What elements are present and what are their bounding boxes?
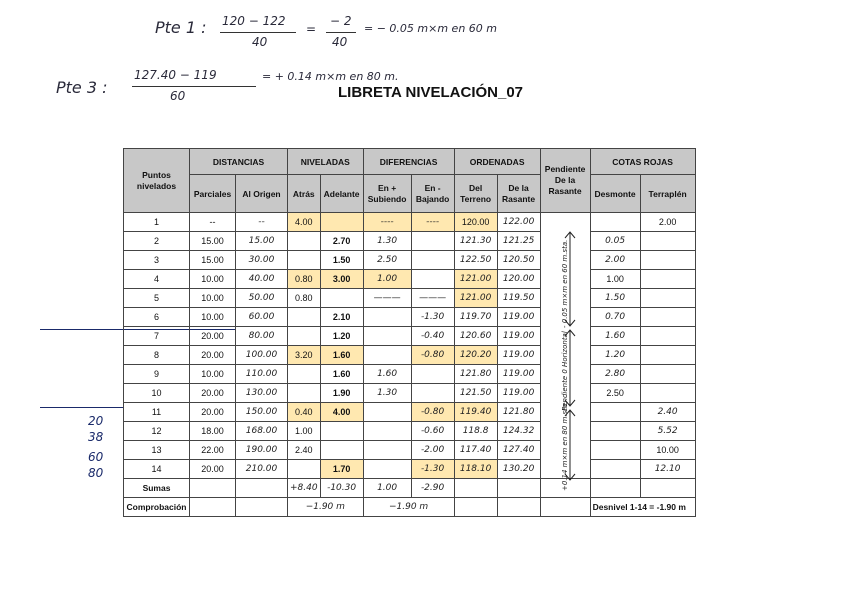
cell-ter: 121.80 <box>454 365 497 384</box>
cell-atr: 1.00 <box>288 422 321 441</box>
cell-ade <box>320 422 363 441</box>
cell-ter: 121.30 <box>454 232 497 251</box>
cell-baj: -0.60 <box>411 422 454 441</box>
cell-atr <box>288 327 321 346</box>
table-row <box>124 365 696 384</box>
side-number: 60 <box>88 450 104 464</box>
header-atras: Atrás <box>288 175 321 213</box>
cell-tra: 10.00 <box>640 441 695 460</box>
header-ordenadas: ORDENADAS <box>454 149 540 175</box>
cell-ade: 1.50 <box>320 251 363 270</box>
cell-ori: 30.00 <box>236 251 288 270</box>
cell-sub <box>363 441 411 460</box>
cell-par: 20.00 <box>190 346 236 365</box>
header-cotas: COTAS ROJAS <box>590 149 695 175</box>
cell-par: 18.00 <box>190 422 236 441</box>
cell-baj <box>411 251 454 270</box>
cell-p: 9 <box>124 365 190 384</box>
cell-ter: 120.20 <box>454 346 497 365</box>
cell-atr: 0.40 <box>288 403 321 422</box>
cell-des: 1.20 <box>590 346 640 365</box>
cell-baj: ---- <box>411 213 454 232</box>
cell-p: 14 <box>124 460 190 479</box>
header-desmonte: Desmonte <box>590 175 640 213</box>
cell-ori: 150.00 <box>236 403 288 422</box>
cell-par: 10.00 <box>190 270 236 289</box>
table-row <box>124 346 696 365</box>
cell-atr: 4.00 <box>288 213 321 232</box>
cell-ori: 50.00 <box>236 289 288 308</box>
cell-atr: 0.80 <box>288 289 321 308</box>
cell-par: 15.00 <box>190 232 236 251</box>
header-distancias: DISTANCIAS <box>190 149 288 175</box>
header-subiendo: En + Subiendo <box>363 175 411 213</box>
cell-ade: 3.00 <box>320 270 363 289</box>
cell-atr <box>288 251 321 270</box>
table-row <box>124 232 696 251</box>
cell-ade: 1.60 <box>320 346 363 365</box>
cell-sub: 1.30 <box>363 384 411 403</box>
table-row <box>124 403 696 422</box>
cell-atr: 2.40 <box>288 441 321 460</box>
cell-ade: 1.90 <box>320 384 363 403</box>
cell-sub <box>363 422 411 441</box>
cell-ori: 80.00 <box>236 327 288 346</box>
cell-ter: 120.60 <box>454 327 497 346</box>
cell-tra <box>640 251 695 270</box>
note-pte1-mid-den: 40 <box>332 35 348 49</box>
cell-sub: 1.00 <box>363 270 411 289</box>
cell-des: 1.00 <box>590 270 640 289</box>
table-row <box>124 270 696 289</box>
cell-ori: 60.00 <box>236 308 288 327</box>
cell-ade: 1.20 <box>320 327 363 346</box>
cell-des <box>590 460 640 479</box>
cell-p: 1 <box>124 213 190 232</box>
cell-des <box>590 441 640 460</box>
table-row <box>124 422 696 441</box>
header-del-terreno: Del Terreno <box>454 175 497 213</box>
cell-p: 12 <box>124 422 190 441</box>
leveling-table <box>123 148 696 517</box>
cell-baj: -0.40 <box>411 327 454 346</box>
cell-des: 0.05 <box>590 232 640 251</box>
cell-ter: 117.40 <box>454 441 497 460</box>
sumas-adelante: -10.30 <box>320 479 363 498</box>
cell-sub: 1.60 <box>363 365 411 384</box>
cell-par: 20.00 <box>190 327 236 346</box>
cell-ade: 1.70 <box>320 460 363 479</box>
cell-ter: 118.8 <box>454 422 497 441</box>
cell-ori: 168.00 <box>236 422 288 441</box>
note-pte1-den: 40 <box>252 35 268 49</box>
cell-ras: 130.20 <box>497 460 540 479</box>
cell-des: 1.50 <box>590 289 640 308</box>
sumas-subiendo: 1.00 <box>363 479 411 498</box>
note-pte1-num: 120 − 122 <box>222 14 286 28</box>
cell-ter: 122.50 <box>454 251 497 270</box>
cell-sub <box>363 308 411 327</box>
cell-baj: -1.30 <box>411 460 454 479</box>
cell-p: 13 <box>124 441 190 460</box>
cell-des: 2.80 <box>590 365 640 384</box>
cell-ori: 40.00 <box>236 270 288 289</box>
cell-atr <box>288 232 321 251</box>
cell-ade: 2.10 <box>320 308 363 327</box>
cell-p: 4 <box>124 270 190 289</box>
cell-ade <box>320 289 363 308</box>
cell-baj: -0.80 <box>411 403 454 422</box>
cell-des: 0.70 <box>590 308 640 327</box>
note-pte3-result: = + 0.14 m×m en 80 m. <box>262 70 399 83</box>
cell-ras: 120.50 <box>497 251 540 270</box>
side-line-2 <box>40 407 124 408</box>
side-number: 20 <box>88 414 104 428</box>
cell-ter: 120.00 <box>454 213 497 232</box>
cell-ori: 110.00 <box>236 365 288 384</box>
cell-par: 20.00 <box>190 384 236 403</box>
header-al-origen: Al Origen <box>236 175 288 213</box>
cell-des: 1.60 <box>590 327 640 346</box>
cell-ras: 121.80 <box>497 403 540 422</box>
cell-baj: -1.30 <box>411 308 454 327</box>
sumas-bajando: -2.90 <box>411 479 454 498</box>
cell-ras: 122.00 <box>497 213 540 232</box>
cell-ori: 15.00 <box>236 232 288 251</box>
table-row <box>124 308 696 327</box>
cell-par: 10.00 <box>190 289 236 308</box>
table-row <box>124 213 696 232</box>
cell-ras: 120.00 <box>497 270 540 289</box>
table-row <box>124 460 696 479</box>
cell-ade: 1.60 <box>320 365 363 384</box>
note-pte3-num: 127.40 − 119 <box>134 68 217 82</box>
cell-sub <box>363 327 411 346</box>
cell-tra: 2.00 <box>640 213 695 232</box>
cell-par: 10.00 <box>190 308 236 327</box>
cell-sub: ——— <box>363 289 411 308</box>
pendiente-note-a: - 0.05 m×m en 60 m.sta. <box>561 239 569 328</box>
cell-ade <box>320 213 363 232</box>
cell-des: 2.00 <box>590 251 640 270</box>
page-title: LIBRETA NIVELACIÓN_07 <box>338 84 524 101</box>
header-niveladas: NIVELADAS <box>288 149 364 175</box>
cell-sub: 2.50 <box>363 251 411 270</box>
cell-atr <box>288 384 321 403</box>
header-de-la-rasante: De la Rasante <box>497 175 540 213</box>
note-pte1-mid-num: − 2 <box>330 14 352 28</box>
note-pte1-result: = − 0.05 m×m en 60 m <box>364 22 498 35</box>
cell-ori: -- <box>236 213 288 232</box>
cell-sub <box>363 403 411 422</box>
cell-atr <box>288 308 321 327</box>
cell-des <box>590 213 640 232</box>
note-pte3-den: 60 <box>170 89 186 103</box>
cell-par: 20.00 <box>190 460 236 479</box>
note-pte1-label: Pte 1 : <box>155 18 207 37</box>
cell-ter: 121.50 <box>454 384 497 403</box>
sumas-atras: +8.40 <box>288 479 321 498</box>
cell-baj: ——— <box>411 289 454 308</box>
cell-tra <box>640 365 695 384</box>
table-row <box>124 327 696 346</box>
table-row <box>124 441 696 460</box>
header-terraplen: Terraplén <box>640 175 695 213</box>
cell-baj: -0.80 <box>411 346 454 365</box>
cell-atr <box>288 365 321 384</box>
cell-sub <box>363 460 411 479</box>
cell-ras: 119.00 <box>497 308 540 327</box>
cell-ras: 119.00 <box>497 346 540 365</box>
cell-ras: 119.00 <box>497 365 540 384</box>
cell-p: 6 <box>124 308 190 327</box>
cell-par: 15.00 <box>190 251 236 270</box>
cell-sub: 1.30 <box>363 232 411 251</box>
header-puntos: Puntos nivelados <box>124 149 190 213</box>
cell-ras: 119.00 <box>497 327 540 346</box>
header-diferencias: DIFERENCIAS <box>363 149 454 175</box>
cell-ter: 121.00 <box>454 289 497 308</box>
cell-tra <box>640 232 695 251</box>
sumas-label: Sumas <box>124 479 190 498</box>
cell-sub <box>363 346 411 365</box>
header-adelante: Adelante <box>320 175 363 213</box>
comprobacion-diferencias: −1.90 m <box>363 498 454 517</box>
cell-atr: 0.80 <box>288 270 321 289</box>
cell-tra <box>640 270 695 289</box>
cell-tra: 12.10 <box>640 460 695 479</box>
cell-p: 2 <box>124 232 190 251</box>
cell-atr: 3.20 <box>288 346 321 365</box>
cell-ori: 130.00 <box>236 384 288 403</box>
cell-ter: 121.00 <box>454 270 497 289</box>
note-pte3-label: Pte 3 : <box>56 78 108 97</box>
cell-p: 10 <box>124 384 190 403</box>
cell-sub: ---- <box>363 213 411 232</box>
cell-tra <box>640 308 695 327</box>
side-number: 38 <box>88 430 104 444</box>
header-parciales: Parciales <box>190 175 236 213</box>
cell-des: 2.50 <box>590 384 640 403</box>
cell-p: 8 <box>124 346 190 365</box>
cell-ras: 119.00 <box>497 384 540 403</box>
cell-baj <box>411 365 454 384</box>
cell-ras: 127.40 <box>497 441 540 460</box>
cell-ade <box>320 441 363 460</box>
side-number: 80 <box>88 466 104 480</box>
comprobacion-niveladas: −1.90 m <box>288 498 364 517</box>
comprobacion-label: Comprobación <box>124 498 190 517</box>
cell-baj <box>411 232 454 251</box>
cell-atr <box>288 460 321 479</box>
desnivel: Desnivel 1-14 = -1.90 m <box>590 498 695 517</box>
cell-baj <box>411 270 454 289</box>
cell-des <box>590 403 640 422</box>
header-bajando: En - Bajando <box>411 175 454 213</box>
header-pendiente: Pendiente De la Rasante <box>540 149 590 213</box>
table-row <box>124 384 696 403</box>
cell-p: 11 <box>124 403 190 422</box>
cell-ori: 190.00 <box>236 441 288 460</box>
cell-p: 7 <box>124 327 190 346</box>
pendiente-arrows <box>555 230 585 490</box>
cell-ori: 100.00 <box>236 346 288 365</box>
cell-des <box>590 422 640 441</box>
table-row <box>124 289 696 308</box>
pendiente-note-c: +0.14 m×m en 80 m.sta. <box>561 401 569 491</box>
cell-par: 10.00 <box>190 365 236 384</box>
cell-tra <box>640 327 695 346</box>
cell-par: 20.00 <box>190 403 236 422</box>
cell-ras: 121.25 <box>497 232 540 251</box>
pendiente-note-b: Pendiente 0 Horizontal <box>561 331 569 411</box>
cell-par: -- <box>190 213 236 232</box>
table-row <box>124 251 696 270</box>
cell-tra <box>640 384 695 403</box>
cell-baj: -2.00 <box>411 441 454 460</box>
cell-baj <box>411 384 454 403</box>
cell-par: 22.00 <box>190 441 236 460</box>
cell-tra: 5.52 <box>640 422 695 441</box>
cell-ter: 118.10 <box>454 460 497 479</box>
cell-tra <box>640 289 695 308</box>
cell-tra: 2.40 <box>640 403 695 422</box>
cell-ori: 210.00 <box>236 460 288 479</box>
cell-ade: 2.70 <box>320 232 363 251</box>
cell-p: 5 <box>124 289 190 308</box>
cell-ras: 124.32 <box>497 422 540 441</box>
cell-ras: 119.50 <box>497 289 540 308</box>
cell-ter: 119.70 <box>454 308 497 327</box>
cell-ade: 4.00 <box>320 403 363 422</box>
cell-tra <box>640 346 695 365</box>
cell-p: 3 <box>124 251 190 270</box>
cell-ter: 119.40 <box>454 403 497 422</box>
